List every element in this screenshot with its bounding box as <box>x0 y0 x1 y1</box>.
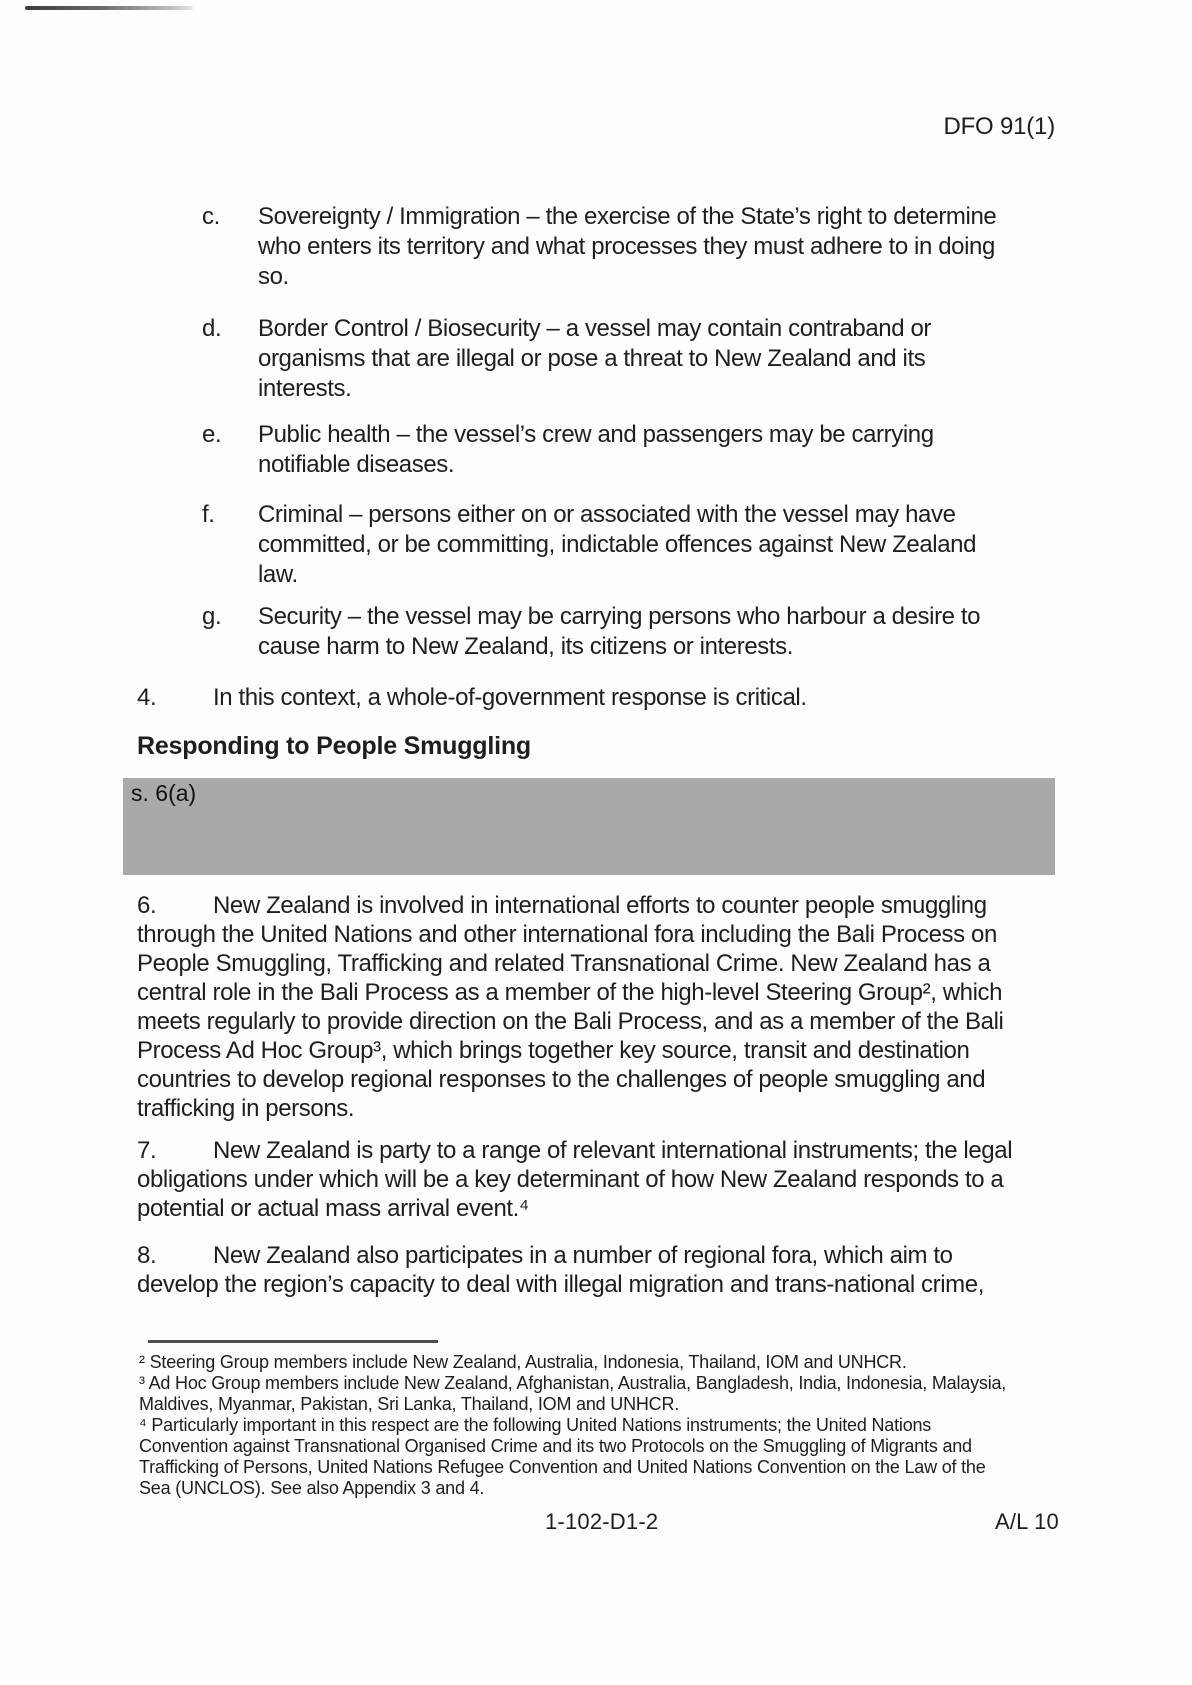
footer-amendment-label: A/L 10 <box>995 1509 1059 1534</box>
list-item-letter: d. <box>202 315 222 342</box>
footnote-line: Maldives, Myanmar, Pakistan, Sri Lanka, Thailand, IOM and UNHCR. <box>139 1394 680 1414</box>
paragraph-line: Process Ad Hoc Group³, which brings together key source, transit and destination <box>137 1037 970 1064</box>
paragraph-number: 4. <box>137 684 157 711</box>
paragraph-6 <box>137 891 1003 1123</box>
paragraph-line: potential or actual mass arrival event.⁴ <box>137 1195 529 1222</box>
paragraph-line: New Zealand also participates in a number of regional fora, which aim to <box>213 1242 953 1269</box>
list-item-line: cause harm to New Zealand, its citizens or interests. <box>258 633 794 660</box>
list-item-line: interests. <box>258 375 352 402</box>
list-item-line: Security – the vessel may be carrying persons who harbour a desire to <box>258 603 981 630</box>
list-item-c <box>202 202 996 292</box>
paragraph-number: 7. <box>137 1137 157 1164</box>
list-item-f <box>202 500 976 590</box>
list-item-e <box>202 420 934 480</box>
list-item-line: Border Control / Biosecurity – a vessel may contain contraband or <box>258 315 932 342</box>
paragraph-line: obligations under which will be a key determinant of how New Zealand responds to a <box>137 1166 1004 1193</box>
scan-artifact-line <box>25 6 193 10</box>
list-item-line: organisms that are illegal or pose a threat to New Zealand and its <box>258 345 926 372</box>
list-item-line: committed, or be committing, indictable offences against New Zealand <box>258 531 977 558</box>
paragraph-8 <box>137 1241 984 1299</box>
paragraph-line: countries to develop regional responses to the challenges of people smuggling and <box>137 1066 986 1093</box>
list-item-g <box>202 602 980 662</box>
paragraph-line: New Zealand is party to a range of relevant international instruments; the legal <box>213 1137 1013 1164</box>
footnote-line: Convention against Transnational Organised Crime and its two Protocols on the Smuggling of Migrants and <box>139 1436 972 1456</box>
list-item-line: so. <box>258 263 289 290</box>
list-item-d <box>202 314 931 404</box>
paragraph-line: through the United Nations and other international fora including the Bali Process on <box>137 921 997 948</box>
paragraph-line: develop the region’s capacity to deal with illegal migration and trans-national crime, <box>137 1271 984 1298</box>
footnote-line: ² Steering Group members include New Zealand, Australia, Indonesia, Thailand, IOM and UNHCR. <box>139 1352 907 1372</box>
paragraph-number: 8. <box>137 1242 157 1269</box>
list-item-line: law. <box>258 561 298 588</box>
list-item-line: Criminal – persons either on or associated with the vessel may have <box>258 501 956 528</box>
paragraph-4 <box>137 683 807 712</box>
paragraph-line: In this context, a whole-of-government response is critical. <box>213 684 807 711</box>
footnote-line: Trafficking of Persons, United Nations Refugee Convention and United Nations Convention on the Law of the <box>139 1457 986 1477</box>
paragraph-line: New Zealand is involved in international efforts to counter people smuggling <box>213 892 987 919</box>
list-item-letter: f. <box>202 501 215 528</box>
list-item-line: who enters its territory and what processes they must adhere to in doing <box>258 233 995 260</box>
document-reference: DFO 91(1) <box>943 113 1055 140</box>
paragraph-7 <box>137 1136 1012 1223</box>
footnotes <box>139 1352 1006 1499</box>
paragraph-line: central role in the Bali Process as a member of the high-level Steering Group², which <box>137 979 1003 1006</box>
list-item-line: Sovereignty / Immigration – the exercise of the State’s right to determine <box>258 203 997 230</box>
list-item-line: notifiable diseases. <box>258 451 455 478</box>
footnote-line: ⁴ Particularly important in this respect are the following United Nations instruments; the United Nations <box>139 1415 932 1435</box>
redaction-label: s. 6(a) <box>131 780 197 806</box>
footnote-line: Sea (UNCLOS). See also Appendix 3 and 4. <box>139 1478 485 1498</box>
paragraph-line: People Smuggling, Trafficking and related Transnational Crime. New Zealand has a <box>137 950 991 977</box>
list-item-letter: e. <box>202 421 222 448</box>
footnote-line: ³ Ad Hoc Group members include New Zealand, Afghanistan, Australia, Bangladesh, India, Indonesia, Malaysia, <box>139 1373 1007 1393</box>
list-item-letter: g. <box>202 603 222 630</box>
paragraph-line: meets regularly to provide direction on the Bali Process, and as a member of the Bali <box>137 1008 1004 1035</box>
section-heading: Responding to People Smuggling <box>137 732 531 760</box>
footer-document-number: 1-102-D1-2 <box>545 1509 659 1534</box>
footnote-separator <box>148 1340 438 1343</box>
paragraph-line: trafficking in persons. <box>137 1095 355 1122</box>
list-item-letter: c. <box>202 203 220 230</box>
list-item-line: Public health – the vessel’s crew and passengers may be carrying <box>258 421 934 448</box>
paragraph-number: 6. <box>137 892 157 919</box>
redaction-block <box>123 778 1055 875</box>
